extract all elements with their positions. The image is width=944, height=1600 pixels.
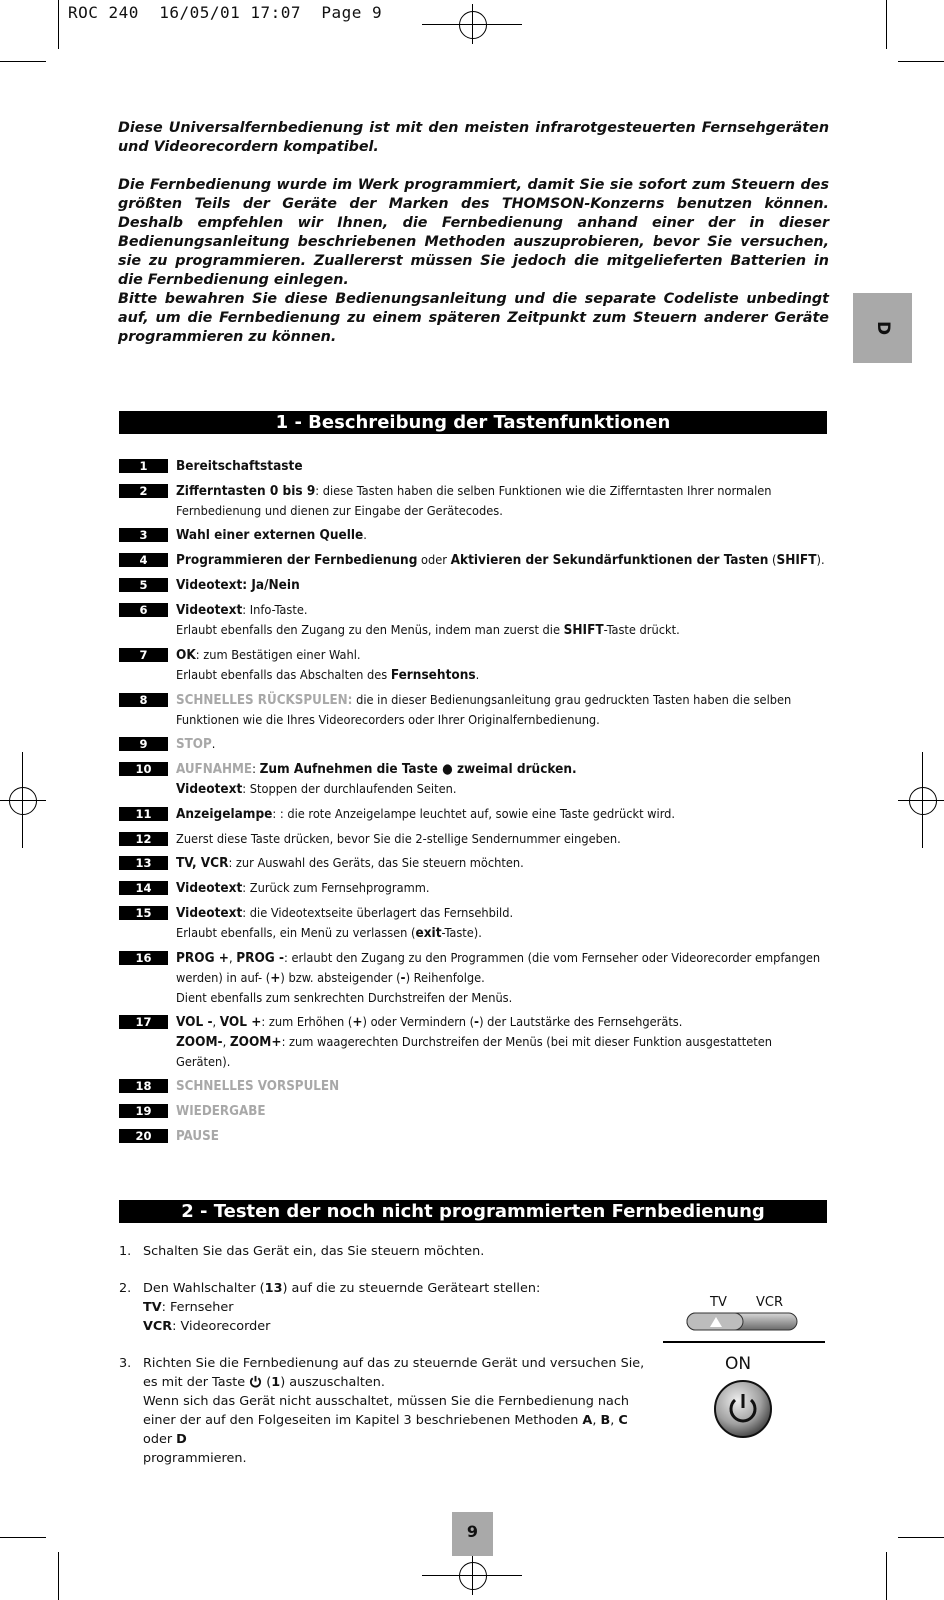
grey-key-name: PAUSE (176, 1129, 219, 1144)
text-segment: -Taste). (441, 925, 482, 940)
bold-term: VOL + (219, 1014, 262, 1030)
tv-vcr-switch-illustration (660, 1292, 828, 1344)
key-number-badge: 6 (119, 603, 168, 617)
bold-term: Zum Aufnehmen die Taste ● zweimal drücken. (259, 761, 577, 777)
key-function-item (119, 456, 829, 476)
text-segment: . (475, 667, 480, 682)
switch-label-vcr: VCR (756, 1295, 784, 1310)
bold-term: 1 (271, 1375, 281, 1390)
key-number-badge: 4 (119, 553, 168, 567)
text-line (143, 1449, 649, 1468)
text-line (176, 948, 829, 988)
key-function-text (176, 1076, 829, 1096)
text-line (176, 575, 829, 595)
intro-paragraph-1: Diese Universalfernbedienung ist mit den meisten infrarotgesteuerten Fernsehgeräten und Videorecordern kompatibel. (118, 120, 829, 155)
text-segment: ( (262, 1375, 272, 1390)
bold-term: Videotext (176, 602, 243, 618)
test-steps-list (119, 1242, 649, 1486)
language-tab (853, 293, 912, 363)
key-function-item (119, 948, 829, 1007)
bold-term: TV, VCR (176, 855, 229, 871)
bold-term: SHIFT (563, 622, 604, 638)
text-line (176, 804, 829, 824)
grey-key-name: AUFNAHME (176, 762, 253, 777)
text-line (176, 620, 829, 640)
language-tab-label: D (872, 320, 893, 336)
text-segment: Richten Sie die Fernbedienung auf das zu steuernde Gerät und versuchen Sie, es mit der Taste (143, 1356, 645, 1390)
text-line (176, 734, 829, 754)
page-number: 9 (452, 1512, 493, 1556)
text-line (143, 1242, 649, 1261)
text-segment: . (363, 527, 367, 542)
key-number-badge: 7 (119, 648, 168, 662)
text-segment: : zum Bestätigen einer Wahl. (195, 647, 361, 662)
key-function-item (119, 600, 829, 640)
bold-term: Bereitschaftstaste (176, 458, 303, 474)
grey-key-name: SCHNELLES VORSPULEN (176, 1079, 340, 1094)
key-function-item (119, 690, 829, 729)
section-2-title: 2 - Testen der noch nicht programmierten Fernbedienung (119, 1200, 827, 1223)
text-segment: , (212, 1014, 220, 1029)
key-function-text (176, 481, 829, 520)
text-line (143, 1392, 649, 1449)
switch-label-tv: TV (710, 1295, 727, 1310)
key-number-badge: 20 (119, 1129, 168, 1143)
power-button-icon (706, 1376, 782, 1442)
key-number-badge: 19 (119, 1104, 168, 1118)
text-line (176, 1126, 829, 1146)
test-step (119, 1279, 649, 1336)
key-number-badge: 16 (119, 951, 168, 965)
key-number-badge: 13 (119, 856, 168, 870)
key-number-badge: 12 (119, 832, 168, 846)
key-function-item (119, 829, 829, 848)
key-function-item (119, 759, 829, 799)
text-segment: ). (816, 552, 825, 567)
key-function-text (176, 550, 829, 570)
text-line (176, 456, 829, 476)
text-segment: oder (417, 552, 451, 567)
key-function-text (176, 1126, 829, 1146)
grey-key-name: WIEDERGABE (176, 1104, 266, 1119)
key-function-item (119, 1126, 829, 1146)
on-label: ON (725, 1354, 752, 1374)
text-segment: , (228, 950, 237, 965)
key-number-badge: 5 (119, 578, 168, 592)
text-line (176, 665, 829, 685)
bold-term: Videotext (176, 905, 243, 921)
key-number-badge: 8 (119, 693, 168, 707)
text-line (176, 878, 829, 898)
bold-term: + (352, 1014, 363, 1030)
text-segment: : Stoppen der durchlaufenden Seiten. (242, 781, 457, 796)
grey-key-name: SCHNELLES RÜCKSPULEN: (176, 693, 353, 708)
bold-term: PROG - (236, 950, 285, 966)
key-function-item (119, 645, 829, 685)
bold-term: Videotext: Ja/Nein (176, 577, 300, 593)
bold-term: Zifferntasten 0 bis 9 (176, 483, 316, 499)
bold-term: ZOOM- (176, 1034, 223, 1050)
key-number-badge: 14 (119, 881, 168, 895)
key-function-text (176, 903, 829, 943)
bold-term: + (270, 970, 281, 986)
text-segment: oder (143, 1432, 177, 1447)
text-line (176, 779, 829, 799)
text-line (176, 853, 829, 873)
key-function-text (176, 645, 829, 685)
key-number-badge: 17 (119, 1015, 168, 1029)
key-function-text (176, 1101, 829, 1121)
text-line (176, 759, 829, 779)
step-text (143, 1242, 649, 1261)
key-number-badge: 3 (119, 528, 168, 542)
key-number-badge: 2 (119, 484, 168, 498)
slide-switch-icon (660, 1292, 828, 1344)
key-function-text (176, 575, 829, 595)
key-function-text (176, 1012, 829, 1071)
text-line (176, 1101, 829, 1121)
intro-paragraph-3: Bitte bewahren Sie diese Bedienungsanleitung und die separate Codeliste unbedingt auf, um die Fernbedienung zu einem späteren Zeitpunkt zum Steuern anderer Geräte programmieren zu können. (118, 291, 829, 345)
bold-term: VCR (143, 1319, 173, 1334)
text-line (143, 1298, 649, 1317)
step-text (143, 1279, 649, 1336)
key-number-badge: 10 (119, 762, 168, 776)
text-segment: : zum Erhöhen ( (261, 1014, 353, 1029)
text-segment: : diese Tasten haben die selben Funktionen wie die Zifferntasten Ihrer normalen Fernbedienung und dienen zur Eingabe der Gerätecodes. (176, 483, 772, 518)
text-segment: -Taste drückt. (603, 622, 680, 637)
text-line (176, 903, 829, 923)
text-line (176, 550, 829, 570)
text-line (176, 1032, 829, 1071)
bold-term: ZOOM+ (229, 1034, 282, 1050)
text-segment: ) auf die zu steuernde Geräteart stellen: (282, 1281, 541, 1296)
power-icon (249, 1375, 262, 1390)
bold-term: Fernsehtons (390, 667, 476, 683)
text-line (176, 829, 829, 848)
text-segment: Erlaubt ebenfalls den Zugang zu den Menüs, indem man zuerst die (176, 622, 564, 637)
key-function-item (119, 1012, 829, 1071)
text-segment: Zuerst diese Taste drücken, bevor Sie die 2-stellige Sendernummer eingeben. (176, 831, 621, 846)
bold-term: 13 (264, 1281, 283, 1296)
bold-term: - (400, 970, 406, 986)
text-segment: Erlaubt ebenfalls das Abschalten des (176, 667, 391, 682)
bold-term: B (600, 1413, 611, 1428)
bold-term: Programmieren der Fernbedienung (176, 552, 418, 568)
text-line (143, 1317, 649, 1336)
key-function-list (119, 456, 829, 1151)
bold-term: Wahl einer externen Quelle (176, 527, 364, 543)
bold-term: OK (176, 647, 196, 663)
text-line (176, 690, 829, 729)
text-segment: ( (768, 552, 777, 567)
text-segment: Erlaubt ebenfalls, ein Menü zu verlassen ( (176, 925, 416, 940)
bold-term: TV (143, 1300, 162, 1315)
bold-term: - (474, 1014, 480, 1030)
key-function-item (119, 804, 829, 824)
text-segment: programmieren. (143, 1451, 247, 1466)
key-function-text (176, 600, 829, 640)
bold-term: SHIFT (776, 552, 817, 568)
key-number-badge: 9 (119, 737, 168, 751)
power-button-illustration (706, 1354, 782, 1448)
key-function-text (176, 948, 829, 1007)
step-number: 3. (119, 1356, 132, 1371)
text-segment: , (592, 1413, 601, 1428)
bold-term: C (618, 1413, 628, 1428)
key-function-text (176, 456, 829, 476)
key-function-item (119, 1076, 829, 1096)
text-line (143, 1354, 649, 1392)
key-function-text (176, 804, 829, 824)
key-function-item (119, 903, 829, 943)
text-line (176, 1076, 829, 1096)
text-segment: : : die rote Anzeigelampe leuchtet auf, sowie eine Taste gedrückt wird. (272, 806, 676, 821)
text-segment: : zur Auswahl des Geräts, das Sie steuern möchten. (228, 855, 524, 870)
bold-term: VOL - (176, 1014, 213, 1030)
key-function-text (176, 878, 829, 898)
text-segment: : (252, 761, 260, 776)
key-number-badge: 18 (119, 1079, 168, 1093)
key-function-text (176, 734, 829, 754)
bold-term: Aktivieren der Sekundärfunktionen der Tasten (450, 552, 769, 568)
bold-term: exit (415, 925, 442, 941)
text-segment: , (610, 1413, 619, 1428)
text-segment: ) oder Vermindern ( (362, 1014, 475, 1029)
text-segment: ) bzw. absteigender ( (280, 970, 401, 985)
key-function-text (176, 829, 829, 848)
text-line (176, 1012, 829, 1032)
key-function-text (176, 759, 829, 799)
key-function-text (176, 853, 829, 873)
text-line (143, 1279, 649, 1298)
bold-term: Anzeigelampe (176, 806, 273, 822)
text-segment: : Videorecorder (172, 1319, 271, 1334)
text-segment: die in dieser Bedienungsanleitung grau gedruckten Tasten haben die selben Funktionen wie die Ihres Videorecorders oder Ihrer Originalfernbedienung. (176, 692, 792, 727)
key-number-badge: 1 (119, 459, 168, 473)
bold-term: PROG + (176, 950, 229, 966)
section-1-title: 1 - Beschreibung der Tastenfunktionen (119, 411, 827, 434)
test-step (119, 1354, 649, 1468)
text-segment: Den Wahlschalter ( (143, 1281, 265, 1296)
intro-paragraph-2: Die Fernbedienung wurde im Werk programmiert, damit Sie sie sofort zum Steuern des größten Teils der Geräte der Marken des THOMSON-Konzerns benutzen können. Deshalb empfehlen wir Ihnen, die Fernbedienung anhand einer der in dieser Bedienungsanleitung beschriebenen Methoden auszuprobieren, bevor Sie versuchen, sie zu programmieren. Zuallererst müssen Sie jedoch die mitgelieferten Batterien in die Fernbedienung einlegen. (118, 177, 829, 288)
key-function-item (119, 575, 829, 595)
text-segment: : die Videotextseite überlagert das Fernsehbild. (242, 905, 514, 920)
text-line (176, 923, 829, 943)
print-header: ROC 240 16/05/01 17:07 Page 9 (68, 3, 383, 22)
bold-term: Videotext (176, 880, 243, 896)
text-segment: . (211, 736, 216, 751)
key-function-item (119, 525, 829, 545)
key-function-item (119, 853, 829, 873)
text-segment: ) auszuschalten. (280, 1375, 385, 1390)
grey-key-name: STOP (176, 737, 212, 752)
text-segment: : Zurück zum Fernsehprogramm. (242, 880, 430, 895)
text-line (176, 988, 829, 1007)
text-line (176, 645, 829, 665)
key-function-item (119, 481, 829, 520)
text-line (176, 481, 829, 520)
key-number-badge: 15 (119, 906, 168, 920)
text-segment: ) der Lautstärke des Fernsehgeräts. (479, 1014, 683, 1029)
test-step (119, 1242, 649, 1261)
text-segment: , (222, 1034, 230, 1049)
bold-term: D (176, 1432, 187, 1447)
text-segment: : Fernseher (161, 1300, 234, 1315)
key-function-item (119, 550, 829, 570)
bold-term: Videotext (176, 781, 243, 797)
text-segment: : erlaubt den Zugang zu den Programmen (die vom Fernseher oder Videorecorder empfangen werden) in auf- ( (176, 950, 821, 985)
key-function-text (176, 690, 829, 729)
step-number: 2. (119, 1281, 132, 1296)
text-line (176, 525, 829, 545)
text-segment: : zum waagerechten Durchstreifen der Menüs (bei mit dieser Funktion ausgestatteten Geräten). (176, 1034, 772, 1069)
key-function-item (119, 878, 829, 898)
text-segment: : Info-Taste. (242, 602, 308, 617)
text-segment: Schalten Sie das Gerät ein, das Sie steuern möchten. (143, 1244, 485, 1259)
text-segment: Dient ebenfalls zum senkrechten Durchstreifen der Menüs. (176, 990, 513, 1005)
step-text (143, 1354, 649, 1468)
text-segment: Wenn sich das Gerät nicht ausschaltet, müssen Sie die Fernbedienung nach einer der auf den Folgeseiten im Kapitel 3 beschriebenen Methoden (143, 1394, 629, 1428)
key-function-item (119, 734, 829, 754)
key-function-text (176, 525, 829, 545)
step-number: 1. (119, 1244, 132, 1259)
bold-term: A (582, 1413, 593, 1428)
key-function-item (119, 1101, 829, 1121)
text-segment: ) Reihenfolge. (405, 970, 485, 985)
text-line (176, 600, 829, 620)
key-number-badge: 11 (119, 807, 168, 821)
